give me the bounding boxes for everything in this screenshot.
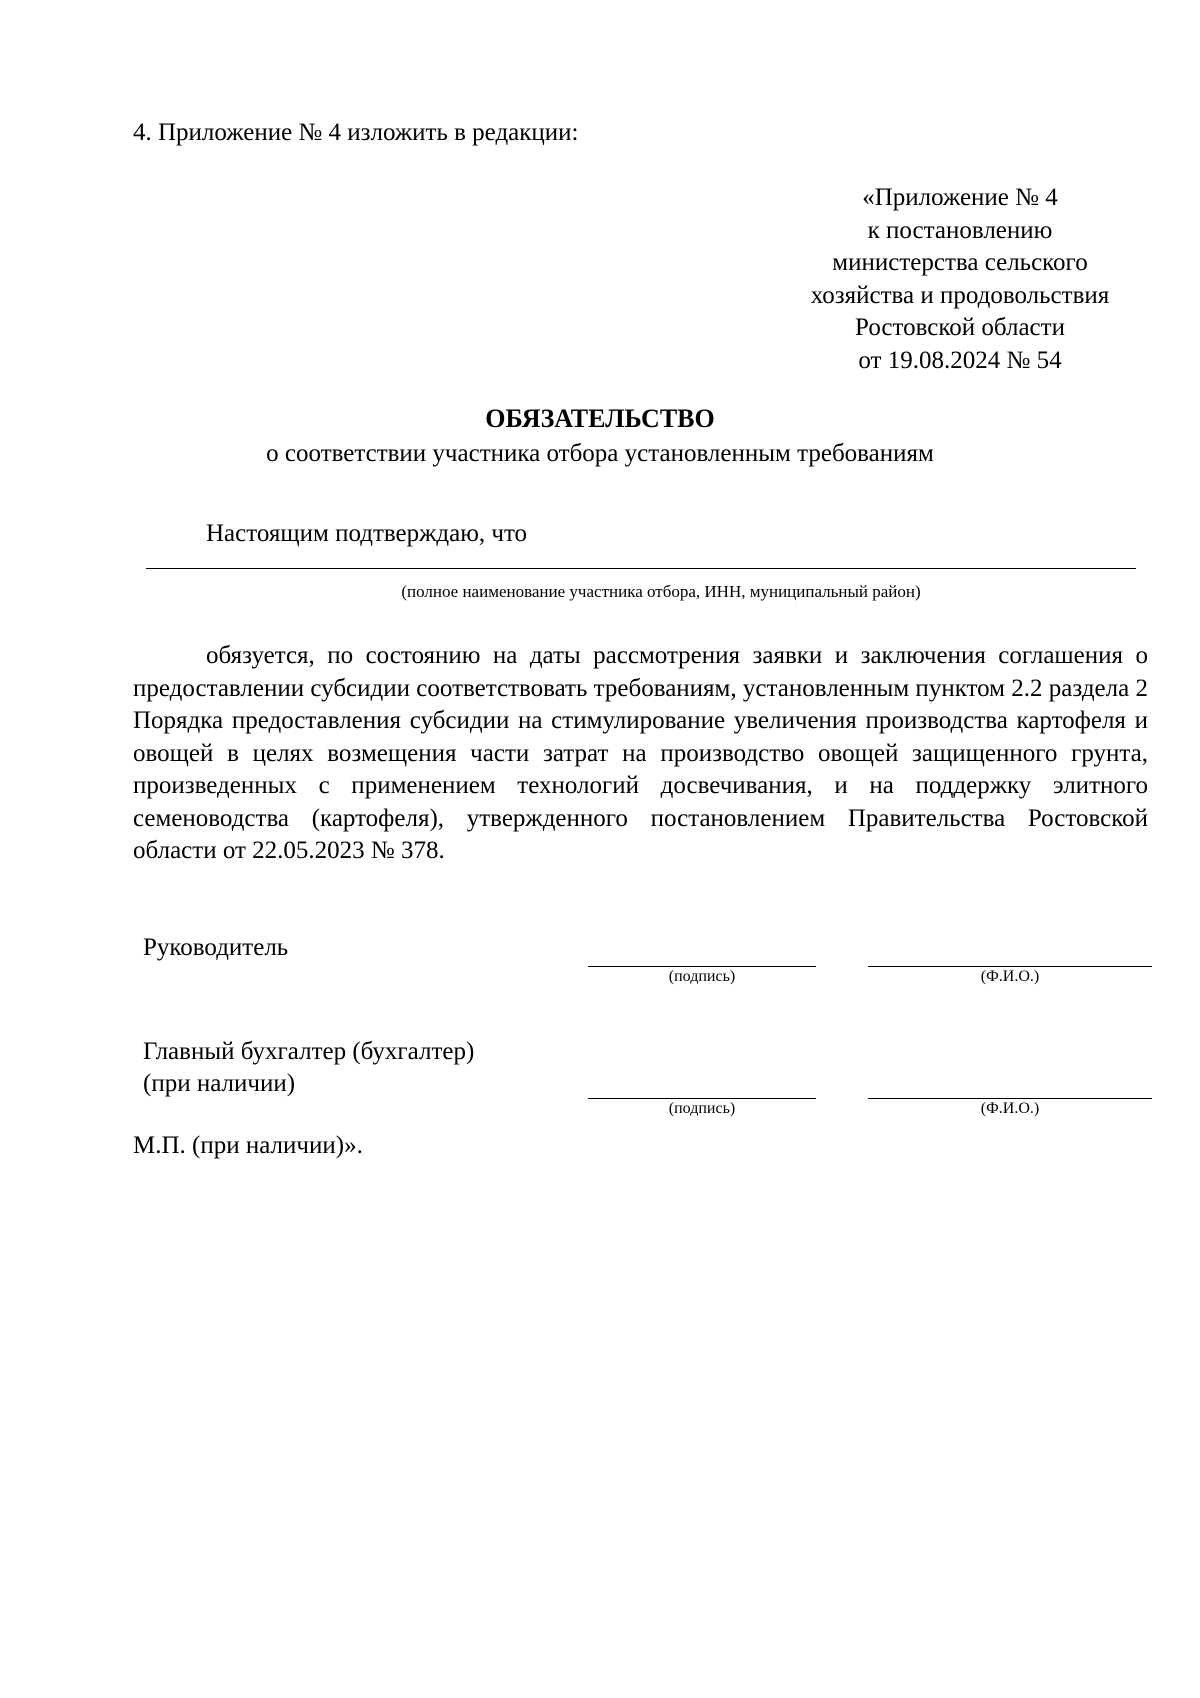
accountant-signature-line — [588, 1098, 816, 1099]
document-subtitle: о соответствии участника отбора установленным требованиям — [266, 440, 934, 467]
document-title: ОБЯЗАТЕЛЬСТВО — [485, 404, 715, 433]
amendment-intro: 4. Приложение № 4 изложить в редакции: — [133, 119, 579, 146]
appendix-line: хозяйства и продовольствия — [810, 281, 1110, 309]
appendix-line: Ростовской области — [855, 314, 1065, 341]
head-signature-line — [588, 966, 816, 967]
accountant-signature-caption: (подпись) — [668, 1100, 736, 1117]
accountant-label: Главный бухгалтер (бухгалтер) — [143, 1038, 475, 1065]
participant-name-line — [146, 568, 1136, 569]
appendix-line: «Приложение № 4 — [862, 184, 1058, 211]
appendix-header — [770, 182, 1150, 377]
head-label: Руководитель — [143, 934, 289, 961]
head-signature-caption: (подпись) — [668, 968, 736, 985]
head-name-caption: (Ф.И.О.) — [980, 968, 1040, 985]
appendix-line: министерства сельского — [832, 249, 1088, 276]
accountant-name-line — [868, 1098, 1152, 1099]
obligation-body: обязуется, по состоянию на даты рассмотрения заявки и заключения соглашения о предоставлении субсидии соответствовать требованиям, установленным пунктом 2.2 раздела 2 Порядка предоставления субсидии на стимулирование увеличения производства картофеля и овощей в целях возмещения части затрат на производство овощей защищенного грунта, произведенных с применением технологий досвечивания, и на поддержку элитного семеноводства (картофеля), утвержденного постановлением Правительства Ростовской области от 22.05.2023 № 378. — [133, 642, 1148, 864]
stamp-note: М.П. (при наличии)». — [133, 1132, 363, 1159]
appendix-line: к постановлению — [867, 216, 1053, 244]
accountant-name-caption: (Ф.И.О.) — [980, 1100, 1040, 1117]
accountant-label-note: (при наличии) — [143, 1070, 296, 1097]
head-name-line — [868, 966, 1152, 967]
appendix-line: от 19.08.2024 № 54 — [858, 346, 1062, 374]
participant-name-caption: (полное наименование участника отбора, ИНН, муниципальный район) — [401, 582, 921, 601]
confirm-text: Настоящим подтверждаю, что — [206, 520, 528, 547]
